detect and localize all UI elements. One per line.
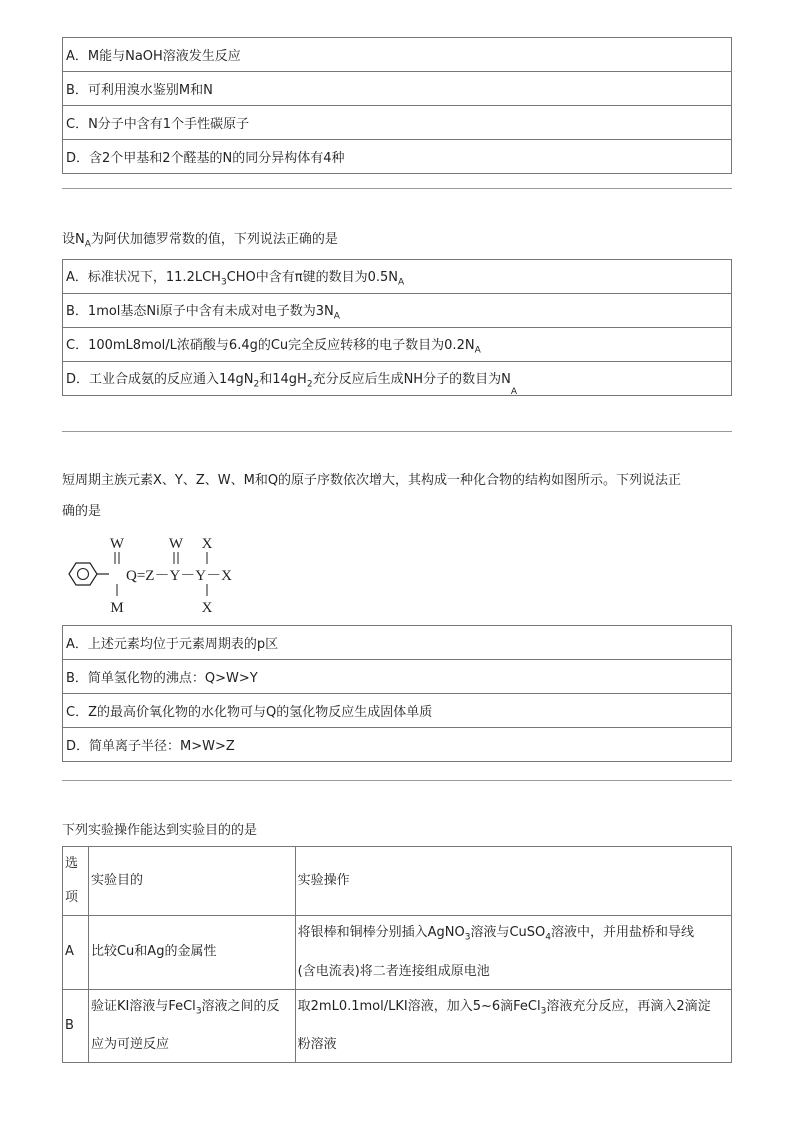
- q3-option-b[interactable]: B．简单氢化物的沸点：Q>W>Y: [63, 660, 732, 694]
- header-purpose: 实验目的: [88, 847, 295, 916]
- q2-options-table: [62, 259, 732, 396]
- q2-option-b[interactable]: B．1mol基态Ni原子中含有未成对电子数为$3N_A$: [63, 294, 732, 328]
- q1-option-c-row: [63, 106, 732, 140]
- q2-option-b-row: [63, 294, 732, 328]
- row-a-key: A: [63, 916, 89, 990]
- row-a-purpose: 比较Cu和Ag的金属性: [88, 916, 295, 990]
- q1-option-d-row: [63, 140, 732, 174]
- experiment-row-b: [63, 989, 732, 1063]
- header-option: 选 项: [63, 847, 89, 916]
- row-b-purpose: 验证KI溶液与FeCl$_3$溶液之间的反 应为可逆反应: [88, 989, 295, 1063]
- q2-option-a-row: [63, 260, 732, 294]
- q3-option-c-row: [63, 694, 732, 728]
- benzene-ring: [69, 563, 97, 585]
- q3-option-a-row: [63, 626, 732, 660]
- experiment-row-a: [63, 916, 732, 990]
- q1-option-a[interactable]: A．M能与NaOH溶液发生反应: [63, 38, 732, 72]
- separator-2: [62, 431, 732, 432]
- q3-options-table: [62, 625, 732, 762]
- q3-option-d-row: [63, 728, 732, 762]
- header-operation: 实验操作: [295, 847, 731, 916]
- experiment-header-row: [63, 847, 732, 916]
- q3-option-a[interactable]: A．上述元素均位于元素周期表的p区: [63, 626, 732, 660]
- q1-option-d[interactable]: D．含2个甲基和2个醛基的N的同分异构体有4种: [63, 140, 732, 174]
- q3-stem-line2: 确的是: [62, 504, 102, 519]
- top-label-x: X: [201, 536, 213, 552]
- top-label-w1: W: [109, 536, 125, 552]
- benzene-circle: [78, 569, 89, 580]
- row-a-operation: 将银棒和铜棒分别插入AgNO$_3$溶液与CuSO$_4$溶液中，并用盐桥和导线 (含电流表)将二者连接组成原电池: [295, 916, 731, 990]
- q3-option-b-row: [63, 660, 732, 694]
- q1-options-table: [62, 37, 732, 174]
- separator-1: [62, 188, 732, 189]
- q2-option-d[interactable]: D．工业合成氨的反应通入$14gN_2$和$14gH_2$充分反应后生成NH分子的数目为$N_A$: [63, 362, 732, 396]
- bottom-label-x: X: [201, 600, 213, 616]
- q3-option-c[interactable]: C．Z的最高价氧化物的水化物可与Q的氢化物反应生成固体单质: [63, 694, 732, 728]
- q1-option-c[interactable]: C．N分子中含有1个手性碳原子: [63, 106, 732, 140]
- bottom-label-m: M: [110, 600, 124, 616]
- row-b-key: B: [63, 989, 89, 1063]
- q4-stem: 下列实验操作能达到实验目的的是: [62, 823, 258, 838]
- q2-option-d-row: [63, 362, 732, 396]
- q3-option-d[interactable]: D．简单离子半径：M>W>Z: [63, 728, 732, 762]
- row-b-operation: 取2mL0.1mol/LKI溶液，加入5~6滴FeCl$_3$溶液充分反应，再滴入2滴淀 粉溶液: [295, 989, 731, 1063]
- q3-stem-line1: 短周期主族元素X、Y、Z、W、M和Q的原子序数依次增大，其构成一种化合物的结构如图所示。下列说法正: [62, 473, 682, 488]
- q2-option-a[interactable]: A．标准状况下，$11.2LCH_3CHO$中含有π键的数目为$0.5N_A$: [63, 260, 732, 294]
- structure-diagram: [64, 534, 254, 620]
- q2-option-c[interactable]: C．100mL8mol/L浓硝酸与6.4g的Cu完全反应转移的电子数目为$0.2N_A$: [63, 328, 732, 362]
- experiment-table: [62, 846, 732, 1063]
- main-chain-text: Q=Z－Y－Y－X: [126, 568, 232, 584]
- q2-stem: 设$N_A$为阿伏加德罗常数的值，下列说法正确的是: [62, 232, 338, 250]
- top-label-w2: W: [168, 536, 184, 552]
- q1-option-b[interactable]: B．可利用溴水鉴别M和N: [63, 72, 732, 106]
- q1-option-b-row: [63, 72, 732, 106]
- q2-option-c-row: [63, 328, 732, 362]
- separator-3: [62, 780, 732, 781]
- q1-option-a-row: [63, 38, 732, 72]
